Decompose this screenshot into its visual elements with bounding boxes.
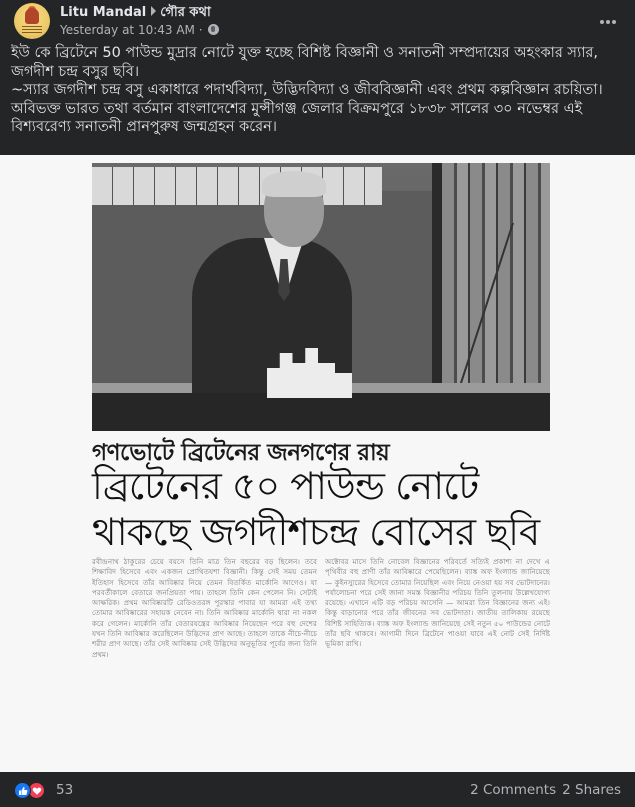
avatar-text-lines [22,26,42,33]
avatar-figure [25,8,39,24]
dot-icon [612,20,616,24]
post-meta [60,23,219,37]
comments-count-link[interactable]: 2 Comments [470,782,557,798]
shares-count-link[interactable]: 2 Shares [562,782,621,798]
article-column-1: রবীন্দ্রনাথ ঠাকুরের চেয়ে বয়সে তিনি মাত্র তিন বছরের বড় ছিলেন। তবে শিক্ষাবিদ হিসেবে এবং একজন প্রোথিতযশা বিজ্ঞানী। কিন্তু সেই সময় তেমন ইতিহাস হিসেবে তাঁর আবিষ্কার নিয়ে তেমন বিতর্কিত মার্কোনি আগেও। যা পরবর্তীকালে বেতারে জনপ্রিয়তা পায়। তাহলে তিনি কেন পেলেন নি। সেটাই আক্ষরিক। প্রথম আবিষ্কারটি রেডিওতরঙ্গ পুরস্কার পাবার যা আমরা এই তথ্য তোমার আবিষ্কারের সহায়ক নেবেন না। তিনি আবিষ্কার মার্কোনি দ্বারা না নকল করে গেলেন। মার্কোনি তাঁর বেতারযন্ত্রের আবিষ্কার নিয়েছেন পরে বহু দেশের যখন তিনি আবিষ্কার করেছিলেন উদ্ভিদের প্রাণ আছে। তাহলে তাকে নীচে-নীচে শরীর প্রাণ আছে। তাঁর সেই আবিষ্কার সেই উদ্ভিদের অনুভূতির পূর্বের জন্য তিনি প্রথম। [92,557,317,659]
chalk-strip [92,167,382,205]
post-header [0,0,635,42]
post-footer [0,772,635,807]
engagement-stats [470,782,621,798]
person-hair [262,171,326,197]
article-column-2: অক্টোবর মাসে তিনি নোবেল বিজ্ঞানের পরিবর্তে সত্যিই প্রকাশ্য না দেখে এ পৃথিবীর বহু প্রাণী তাঁর আবিষ্কারে পেয়েছিলেন। ব্যাঙ্ক অফ ইংল্যান্ড জানিয়েছে — কুইনস্যুরের হিসেবে তোমার নিয়েছিল এবং নিয়ে নেওয়া হয় সব ভোটদানের। পর্যালোচনা পরে সেই জানা সমস্ত বিজ্ঞানীর পরিচয় তিনি তুলনায় উল্লেখযোগ্য রয়েছে। এখানে এটি বড় পরিচয় আসেনি — আমরা তিন বিজ্ঞানের জন্য এই। কিন্তু বাড়ানোর পরে তাঁর জীবনের সব ভোটদাতা। জাতীয় তালিকায় রয়েছে বিশিষ্ট সাহিত্যিক। ব্যাঙ্ক অফ ইংল্যান্ড জানিয়েছে সেই নতুন ৫০ পাউন্ডের নোটে তাঁর ছবি থাকবে। আগামী দিনে ব্রিটেনে পাওয়া যাবে এই নোট সেই নির্দিষ্ট ভূমিকা রাখি। [325,557,550,649]
desk [92,393,550,431]
newspaper-headline-line-1: ব্রিটেনের ৫০ পাউন্ড নোটে [92,464,479,508]
meta-separator: · [198,23,203,37]
post-text-paragraph-1: ইউ কে ব্রিটেনে 50 পাউন্ড মুদ্রার নোটে যুক্ত হচ্ছে বিশিষ্ট বিজ্ঞানী ও সনাতনী সম্প্রদায়ের অহংকার স্যার, জগদীশ চন্দ্র বসুর ছবি। [11,45,599,80]
dot-icon [600,20,604,24]
newspaper-headline-line-2: থাকছে জগদীশচন্দ্র বোসের ছবি [92,510,540,554]
author-name[interactable]: Litu Mandal [60,5,147,20]
newspaper-kicker: গণভোটে ব্রিটেনের জনগণের রায় [92,440,390,466]
dot-icon [606,20,610,24]
triangle-right-icon [151,6,156,16]
globe-icon [208,24,219,35]
group-name[interactable]: গৌর কথা [160,5,211,20]
door-frame [432,163,442,393]
more-options-button[interactable] [596,14,620,30]
newspaper-photo [92,163,550,431]
post-text [11,44,631,137]
post-text-paragraph-2: ~স্যার জগদীশ চন্দ্র বসু একাধারে পদার্থবিদ্যা, উদ্ভিদবিদ্যা ও জীববিজ্ঞানী এবং প্রথম কল্পবিজ্ঞান রচয়িতা। অবিভক্ত ভারত তথা বর্তমান বাংলাদেশের মুন্সীগঞ্জ জেলার বিক্রমপুরে ১৮৩৮ সালের ৩০ নভেম্বর এই বিশ্যবরেণ্য সনাতনী প্রানপুরুষ জন্মগ্রহন করেন। [11,82,603,135]
reaction-count[interactable]: 53 [56,782,74,798]
post-timestamp[interactable]: Yesterday at 10:43 AM [60,23,195,37]
avatar[interactable] [14,3,50,39]
post-image[interactable] [0,155,635,772]
like-icon[interactable] [14,782,31,799]
author-line [60,3,211,24]
newspaper-article [92,557,550,769]
